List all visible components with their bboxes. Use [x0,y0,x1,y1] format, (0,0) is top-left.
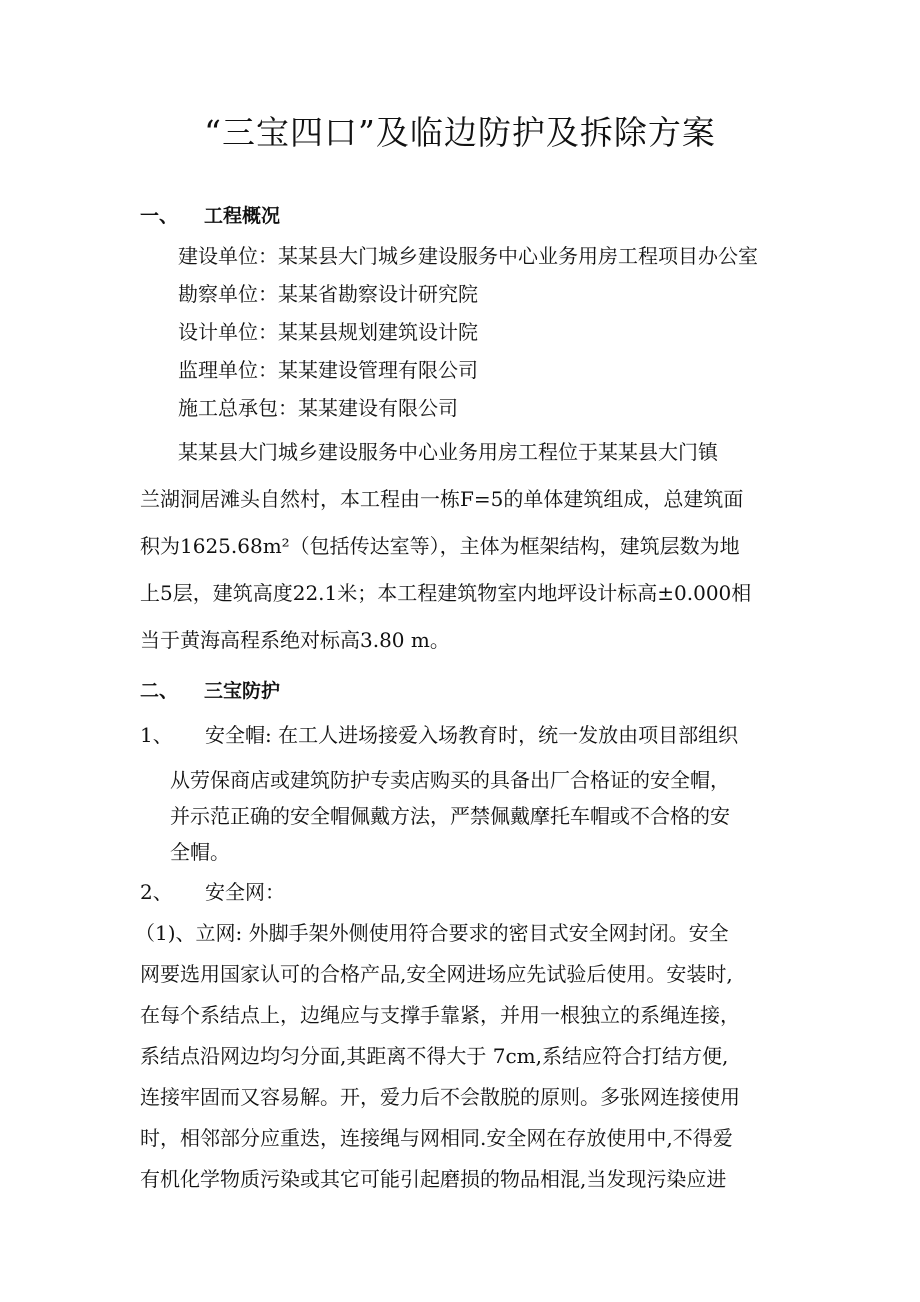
unit-line: 勘察单位：某某省勘察设计研究院 [178,282,478,306]
list-item-helmet [140,719,738,751]
unit-line: 设计单位：某某县规划建筑设计院 [178,320,478,344]
item-number: 2、 [140,880,173,904]
paragraph-line: 时，相邻部分应重迭，连接绳与网相同.安全网在存放使用中,不得爱 [140,1126,733,1150]
paragraph-line: 某某县大门城乡建设服务中心业务用房工程位于某某县大门镇 [178,440,718,464]
paragraph-line: 兰湖洞居滩头自然村，本工程由一栋F=5的单体建筑组成，总建筑面 [140,487,744,511]
section-title: 工程概况 [204,205,281,227]
paragraph-line: 有机化学物质污染或其它可能引起磨损的物品相混,当发现污染应进 [140,1167,727,1191]
section-heading-overview [140,200,280,232]
section-heading-protection [140,675,280,707]
list-item-line: 全帽。 [170,840,230,864]
paragraph-line: （1)、立网: 外脚手架外侧使用符合要求的密目式安全网封闭。安全 [135,921,729,945]
list-item-line: 从劳保商店或建筑防护专卖店购买的具备出厂合格证的安全帽， [170,768,730,792]
document-title: “三宝四口”及临边防护及拆除方案 [204,113,716,152]
section-number: 一、 [140,205,179,227]
item-number: 1、 [140,723,173,747]
section-title: 三宝防护 [204,680,281,702]
unit-line: 监理单位：某某建设管理有限公司 [178,358,478,382]
paragraph-line: 上5层，建筑高度22.1米；本工程建筑物室内地坪设计标高±0.000相 [140,581,752,605]
paragraph-line: 当于黄海高程系绝对标高3.80 m。 [140,628,450,652]
list-item-net [140,876,285,908]
section-number: 二、 [140,680,179,702]
paragraph-line: 系结点沿网边均匀分面,其距离不得大于 7cm,系结应符合打结方便, [140,1044,729,1068]
list-item-line: 并示范正确的安全帽佩戴方法，严禁佩戴摩托车帽或不合格的安 [170,804,730,828]
item-text: 安全网： [205,880,285,904]
paragraph-line: 在每个系结点上，边绳应与支撑手靠紧，并用一根独立的系绳连接， [140,1003,740,1027]
item-text: 安全帽: 在工人进场接爱入场教育时，统一发放由项目部组织 [205,723,739,747]
unit-line: 施工总承包：某某建设有限公司 [178,396,458,420]
unit-line: 建设单位：某某县大门城乡建设服务中心业务用房工程项目办公室 [178,244,758,268]
paragraph-line: 连接牢固而又容易解。开，爱力后不会散脱的原则。多张网连接使用 [140,1085,740,1109]
paragraph-line: 积为1625.68m²（包括传达室等），主体为框架结构，建筑层数为地 [140,534,740,558]
paragraph-line: 网要选用国家认可的合格产品,安全网进场应先试验后使用。安装时, [140,962,733,986]
